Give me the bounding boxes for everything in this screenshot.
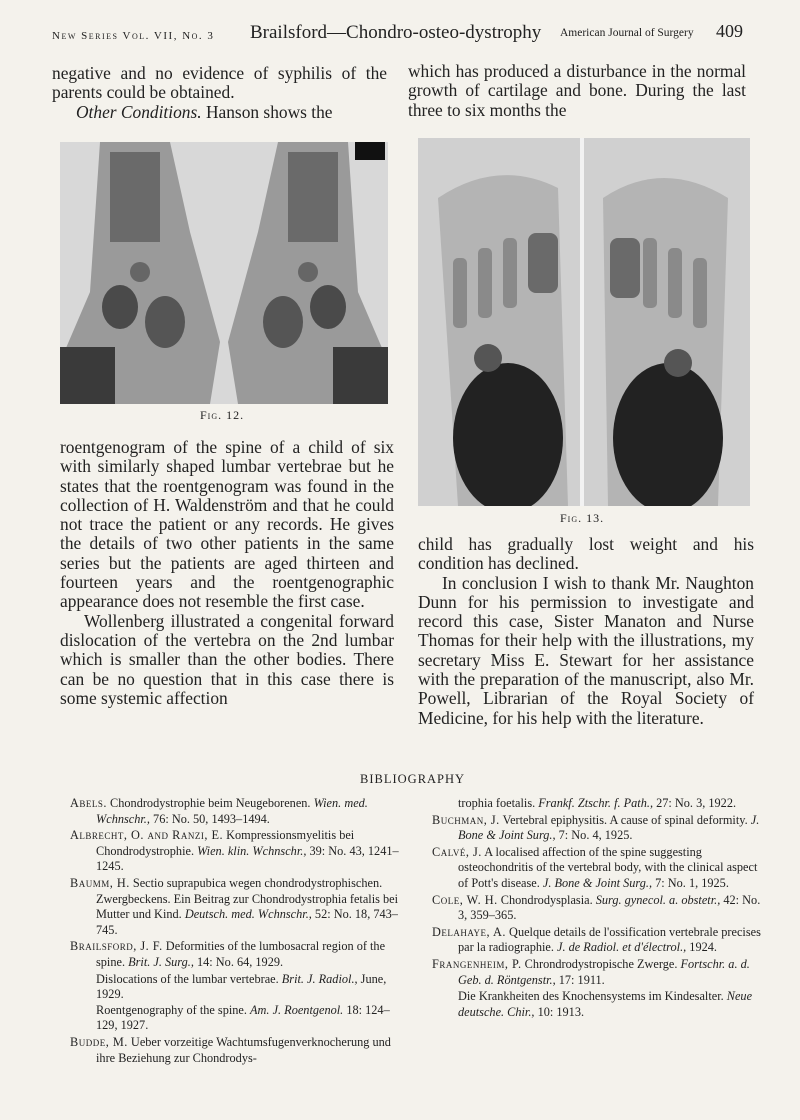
bib-entry: Delahaye, A. Quelque details de l'ossification vertebrale precises par la radiographie. J. de Radiol. et d'électrol., 1924.	[432, 924, 761, 955]
col2-bottom-text	[418, 535, 754, 728]
bib-sub-entry: Dislocations of the lumbar vertebrae. Brit. J. Radiol., June, 1929.	[96, 971, 387, 1002]
bibliography-right-column	[426, 796, 764, 1020]
bib-entry: Cole, W. H. Chondrodysplasia. Surg. gynecol. a. obstetr., 42: No. 3, 359–365.	[432, 892, 761, 923]
bib-entry: Frangenheim, P. Chrondrodystropische Zwerge. Fortschr. a. d. Geb. d. Röntgenstr., 17: 1911.	[432, 956, 750, 987]
figure-12-radiograph	[60, 142, 388, 404]
radiograph-feet-dorsoplantar	[418, 138, 750, 506]
figure-13-radiograph	[418, 138, 750, 506]
paragraph: negative and no evidence of syphilis of the parents could be obtained.	[52, 63, 387, 103]
page-number: 409	[716, 21, 743, 41]
running-head-series: New Series Vol. VII, No. 3	[52, 30, 215, 42]
bib-entry: Budde, M. Ueber vorzeitige Wachtumsfugenverknocherung und ihre Beziehung zur Chondrodys-	[70, 1034, 391, 1065]
paragraph: child has gradually lost weight and his condition has declined.	[418, 534, 754, 574]
bib-entry: Calvé, J. A localised affection of the spine suggesting osteochondritis of the vertebral body, with the clinical aspect of Pott's disease. J. Bone & Joint Surg., 7: No. 1, 1925.	[432, 844, 758, 890]
figure-13-caption: Fig. 13.	[560, 511, 605, 525]
bibliography-left-column	[64, 796, 408, 1067]
paragraph: roentgenogram of the spine of a child of six with similarly shaped lumbar vertebrae but he states that the roentgenogram was found in the collection of H. Waldenström and that he could not trace the patient or any records. He gives the details of two other patients in the same series but the patients are aged thirteen and fourteen years and the roentgenographic appearance does not resemble the first case.	[60, 437, 394, 612]
paragraph	[52, 103, 387, 122]
col2-top-text	[408, 62, 746, 120]
paragraph: Wollenberg illustrated a congenital forward dislocation of the vertebra on the 2nd lumbar which is smaller than the other bodies. There can be no question that in this case there is some systemic affection	[60, 610, 394, 708]
paragraph: which has produced a disturbance in the normal growth of cartilage and bone. During the last three to six months the	[408, 61, 746, 120]
bib-entry: Abels. Chondrodystrophie beim Neugeborenen. Wien. med. Wchnschr., 76: No. 50, 1493–1494.	[70, 796, 368, 826]
paragraph: In conclusion I wish to thank Mr. Naughton Dunn for his permission to investigate and record this case, Sister Manaton and Nurse Thomas for their help with the illustrations, my secretary Miss E. Stewart for her assistance with the preparation of the manuscript, also Mr. Powell, Librarian of the Royal Society of Medicine, for his help with the literature.	[418, 572, 754, 728]
bib-entry: Albrecht, O. and Ranzi, E. Kompressionsmyelitis bei Chondrodystrophie. Wien. klin. Wchnschr., 39: No. 43, 1241–1245.	[70, 828, 399, 874]
radiograph-feet-lateral	[60, 142, 388, 404]
figure-12-caption: Fig. 12.	[200, 408, 245, 422]
bib-entry: Brailsford, J. F. Deformities of the lumbosacral region of the spine. Brit. J. Surg., 14: No. 64, 1929.	[70, 939, 386, 969]
col1-bottom-text	[60, 438, 394, 708]
run-in-heading: Other Conditions.	[76, 101, 202, 122]
bibliography-heading: BIBLIOGRAPHY	[360, 772, 466, 786]
paragraph-text: Hanson shows the	[201, 101, 333, 122]
bib-entry-continued: trophia foetalis. Frankf. Ztschr. f. Path., 27: No. 3, 1922.	[458, 796, 737, 810]
bib-entry: Buchman, J. Vertebral epiphysitis. A cause of spinal deformity. J. Bone & Joint Surg., 7: No. 4, 1925.	[432, 812, 760, 843]
col1-top-text	[52, 64, 387, 122]
bib-entry: Baumm, H. Sectio suprapubica wegen chondrodystrophischen. Zwergbeckens. Ein Beitrag zur Chondrodystrophia fetalis bei Mutter und Kind. Deutsch. med. Wchnschr., 52: No. 18, 743–745.	[70, 875, 398, 937]
bib-sub-entry: Die Krankheiten des Knochensystems im Kindesalter. Neue deutsche. Chir., 10: 1913.	[458, 989, 753, 1019]
running-head-title: Brailsford—Chondro-osteo-dystrophy	[250, 22, 542, 43]
bib-sub-entry: Roentgenography of the spine. Am. J. Roentgenol. 18: 124–129, 1927.	[96, 1002, 390, 1033]
running-head-journal: American Journal of Surgery	[560, 27, 694, 39]
